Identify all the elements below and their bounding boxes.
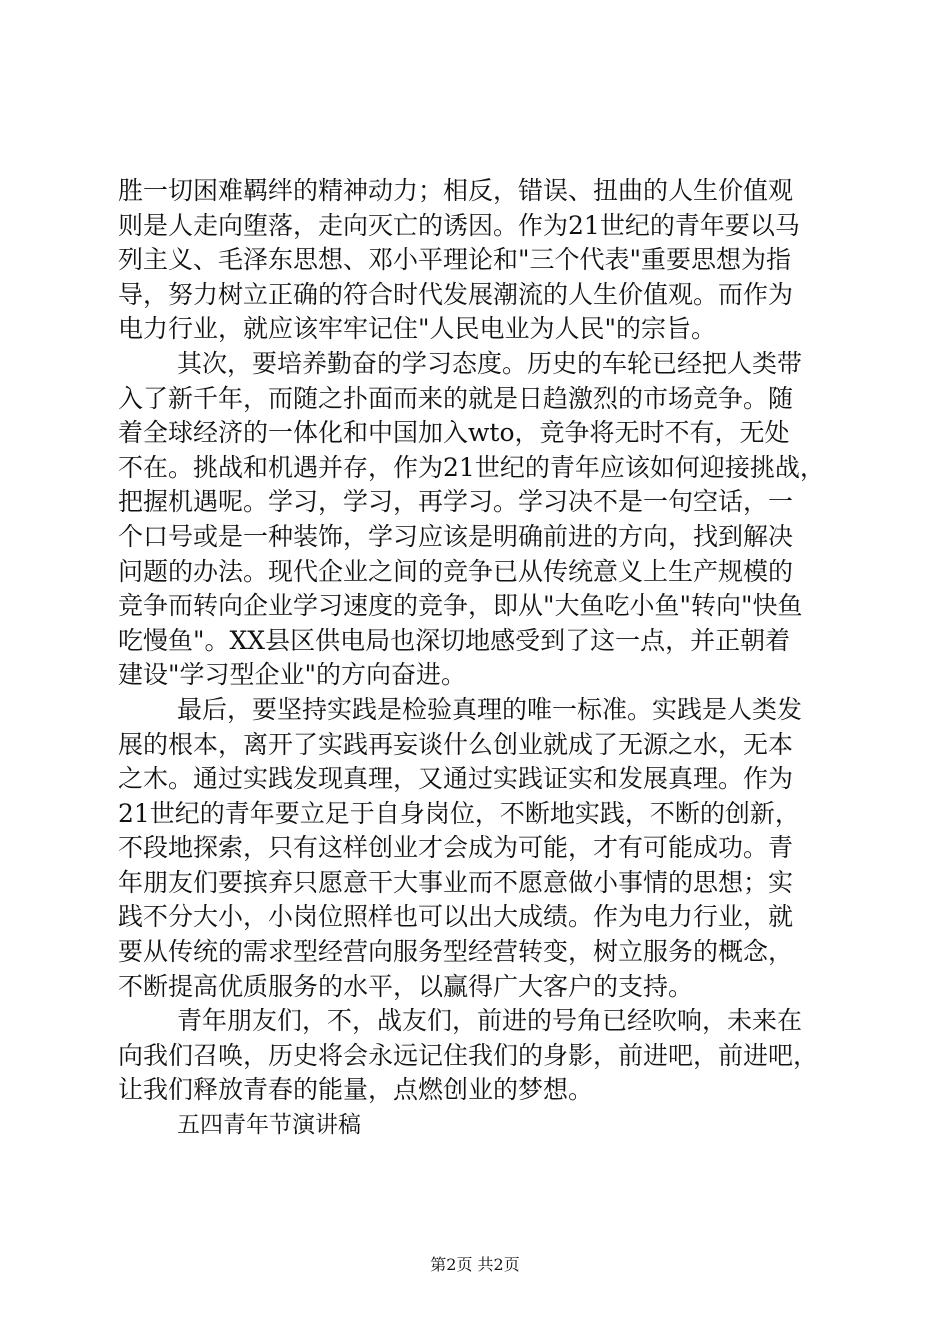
text-line: 年朋友们要摈弃只愿意干大事业而不愿意做小事情的思想；实 [118,867,794,897]
text-line: 之木。通过实践发现真理，又通过实践证实和发展真理。作为 [118,764,794,794]
text-line: 竞争而转向企业学习速度的竞争，即从"大鱼吃小鱼"转向"快鱼 [118,591,803,621]
text-line: 践不分大小，小岗位照样也可以出大成绩。作为电力行业，就 [118,902,794,932]
text-line: 不断提高优质服务的水平，以赢得广大客户的支持。 [118,971,694,1001]
paragraph-start-line: 其次，要培养勤奋的学习态度。历史的车轮已经把人类带 [177,348,803,378]
text-line: 不在。挑战和机遇并存，作为21世纪的青年应该如何迎接挑战， [118,452,825,482]
page-footer [0,1255,950,1275]
text-line: 要从传统的需求型经营向服务型经营转变，树立服务的概念， [118,937,794,967]
text-line: 入了新千年，而随之扑面而来的就是日趋激烈的市场竞争。随 [118,383,794,413]
text-line: 胜一切困难羁绊的精神动力；相反，错误、扭曲的人生价值观 [118,176,794,205]
text-line: 个口号或是一种装饰，学习应该是明确前进的方向，找到解决 [118,521,794,551]
text-line: 吃慢鱼"。XX县区供电局也深切地感受到了这一点，并正朝着 [118,625,791,655]
speech-title-line: 五四青年节演讲稿 [177,1112,361,1139]
text-line: 列主义、毛泽东思想、邓小平理论和"三个代表"重要思想为指 [118,245,792,275]
text-line: 把握机遇呢。学习，学习，再学习。学习决不是一句空话，一 [118,487,794,517]
text-line: 电力行业，就应该牢牢记住"人民电业为人民"的宗旨。 [118,314,717,344]
document-body [118,174,836,1143]
text-line: 则是人走向堕落，走向灭亡的诱因。作为21世纪的青年要以马 [118,210,800,240]
page-number: 第2页 共2页 [430,1255,520,1274]
text-line: 不段地探索，只有这样创业才会成为可能，才有可能成功。青 [118,833,794,863]
text-line: 让我们释放青春的能量，点燃创业的梦想。 [118,1075,594,1105]
paragraph-start-line: 最后，要坚持实践是检验真理的唯一标准。实践是人类发 [177,694,803,724]
text-line: 问题的办法。现代企业之间的竞争已从传统意义上生产规模的 [118,556,794,586]
text-line: 21世纪的青年要立足于自身岗位，不断地实践，不断的创新， [118,798,800,828]
text-line: 展的根本，离开了实践再妄谈什么创业就成了无源之水，无本 [118,729,794,759]
text-line: 建设"学习型企业"的方向奋进。 [118,660,466,690]
paragraph-start-line: 青年朋友们，不，战友们，前进的号角已经吹响，未来在 [177,1006,803,1036]
text-line: 着全球经济的一体化和中国加入wto，竞争将无时不有，无处 [118,418,790,448]
text-line: 导，努力树立正确的符合时代发展潮流的人生价值观。而作为 [118,279,794,309]
text-line: 向我们召唤，历史将会永远记住我们的身影，前进吧，前进吧， [118,1040,819,1070]
